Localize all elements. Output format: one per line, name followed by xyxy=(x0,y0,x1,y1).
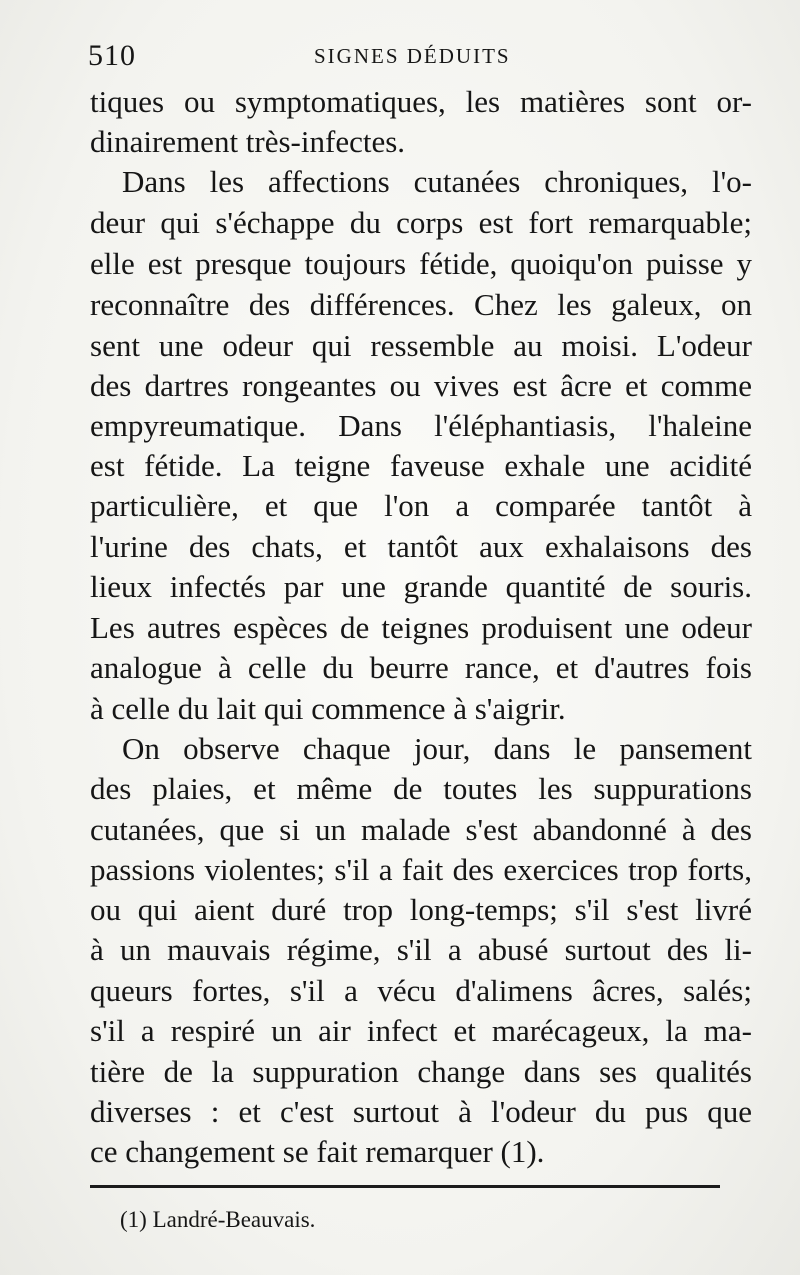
text-line: cutanées, que si un malade s'est abandonné à des xyxy=(90,812,752,847)
text-line: est fétide. La teigne faveuse exhale une acidité xyxy=(90,448,752,483)
text-line: empyreumatique. Dans l'éléphantiasis, l'haleine xyxy=(90,408,752,443)
text-line: ce changement se fait remarquer (1). xyxy=(90,1134,545,1169)
page-number: 510 xyxy=(88,39,136,72)
text-line: analogue à celle du beurre rance, et d'autres fois xyxy=(90,650,752,685)
text-line: dinairement très-infectes. xyxy=(90,124,406,159)
text-line: lieux infectés par une grande quantité de souris. xyxy=(90,569,752,604)
text-line: queurs fortes, s'il a vécu d'alimens âcres, salés; xyxy=(90,973,752,1008)
text-line: Les autres espèces de teignes produisent une odeur xyxy=(90,610,752,645)
text-line: à un mauvais régime, s'il a abusé surtout des li- xyxy=(90,932,752,967)
text-line: l'urine des chats, et tantôt aux exhalaisons des xyxy=(90,529,752,564)
footnote-rule xyxy=(90,1185,720,1188)
text-line: à celle du lait qui commence à s'aigrir. xyxy=(90,691,566,726)
text-line: passions violentes; s'il a fait des exercices trop forts, xyxy=(90,852,752,887)
text-line: deur qui s'échappe du corps est fort remarquable; xyxy=(90,205,752,240)
text-line: ou qui aient duré trop long-temps; s'il s'est livré xyxy=(90,892,752,927)
text-line: Dans les affections cutanées chroniques, l'o- xyxy=(122,164,752,199)
text-line: s'il a respiré un air infect et marécageux, la ma- xyxy=(90,1013,752,1048)
text-line: On observe chaque jour, dans le pansement xyxy=(122,731,752,766)
footnote: (1) Landré-Beauvais. xyxy=(120,1207,316,1232)
text-line: tiques ou symptomatiques, les matières sont or- xyxy=(90,84,752,119)
text-line: elle est presque toujours fétide, quoiqu'on puisse y xyxy=(90,246,752,281)
text-line: des dartres rongeantes ou vives est âcre et comme xyxy=(90,368,752,403)
text-line: particulière, et que l'on a comparée tantôt à xyxy=(90,488,752,523)
page-header xyxy=(88,36,748,76)
text-line: sent une odeur qui ressemble au moisi. L'odeur xyxy=(90,328,752,363)
text-line: reconnaître des différences. Chez les galeux, on xyxy=(90,287,752,322)
text-line: tière de la suppuration change dans ses qualités xyxy=(90,1054,752,1089)
text-line: des plaies, et même de toutes les suppurations xyxy=(90,771,752,806)
text-line: diverses : et c'est surtout à l'odeur du pus que xyxy=(90,1094,752,1129)
running-head: SIGNES DÉDUITS xyxy=(314,44,511,68)
